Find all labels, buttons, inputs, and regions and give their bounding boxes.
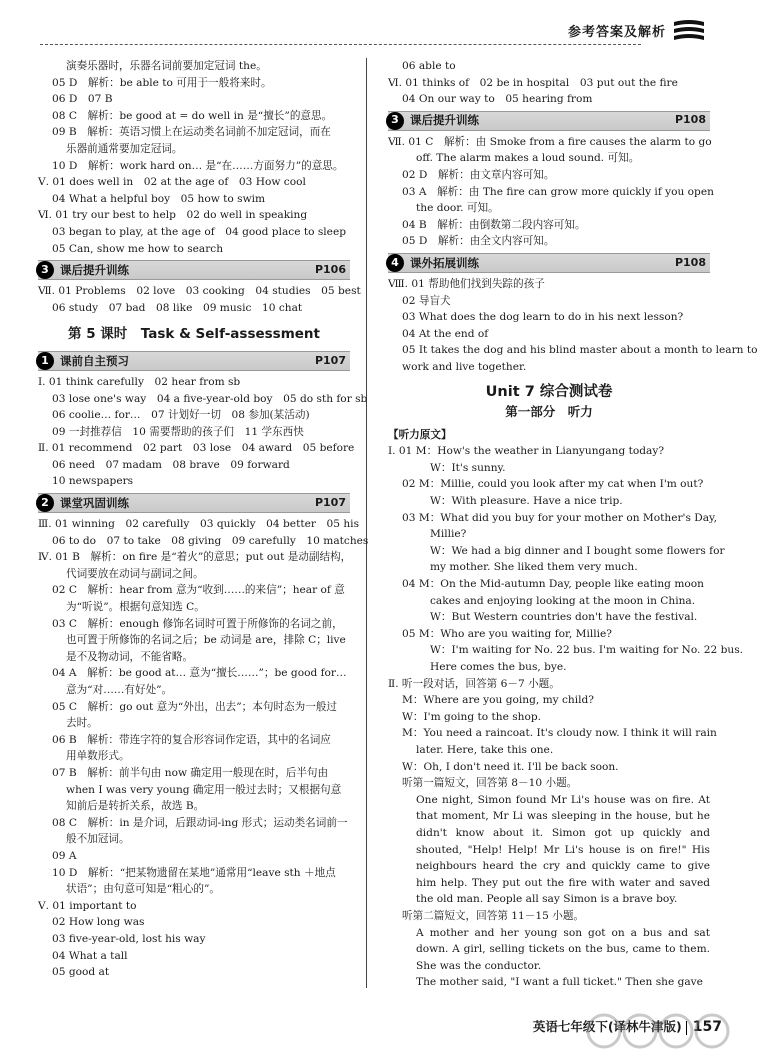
section-page-ref: P106 bbox=[314, 262, 346, 276]
answer-line: Ⅶ. 01 Problems 02 love 03 cooking 04 studies 05 best bbox=[38, 285, 361, 298]
answer-line: 08 C 解析：be good at = do well in 是“擅长”的意思。 bbox=[52, 109, 333, 122]
section-title: 课后提升训练 bbox=[410, 113, 479, 128]
answer-line: 02 导盲犬 bbox=[402, 294, 451, 307]
answer-line: 演奏乐器时，乐器名词前要加定冠词 the。 bbox=[66, 60, 267, 72]
answer-line: 04 What a tall bbox=[52, 949, 128, 962]
answer-line: W：But Western countries don't have the festival. bbox=[430, 611, 698, 624]
section-number-badge: 3 bbox=[36, 261, 54, 279]
answer-line: cakes and enjoying looking at the moon in China. bbox=[430, 594, 696, 607]
answer-line: 是不及物动词，不能省略。 bbox=[66, 650, 194, 663]
footer-subject: 英语七年级下(译林牛津版) bbox=[532, 1019, 682, 1034]
section-page-ref: P107 bbox=[314, 353, 346, 367]
answer-line: One night, Simon found Mr Li's house was on fire. At that moment, Mr Li was sleeping in the house, but he didn't know about it. Simon got up quickly and shouted, "Help! Help! Mr Li's house is on fire!" His neighbours heard the cry and quickly came to give him help. They put out the fire with water and saved the old man. People all say Simon is a brave boy. bbox=[416, 793, 710, 906]
answer-line: 02 C 解析：hear from 意为“收到……的来信”；hear of 意 bbox=[52, 584, 345, 597]
answer-line: 03 lose one's way 04 a five-year-old boy 05 do sth for sb bbox=[52, 392, 368, 405]
answer-line: 听第二篇短文，回答第 11－15 小题。 bbox=[402, 909, 585, 922]
answer-line: 05 It takes the dog and his blind master about a month to learn to bbox=[402, 344, 758, 357]
page-number: 157 bbox=[692, 1019, 722, 1035]
answer-line: 04 B 解析：由倒数第二段内容可知。 bbox=[402, 218, 586, 231]
answer-line: Ⅵ. 01 thinks of 02 be in hospital 03 put out the fire bbox=[388, 76, 678, 89]
section-banner bbox=[38, 351, 350, 371]
answer-line: 状语”；由句意可知是“粗心的”。 bbox=[66, 883, 220, 896]
answer-line: 06 study 07 bad 08 like 09 music 10 chat bbox=[52, 301, 303, 314]
section-banner bbox=[38, 493, 350, 513]
answer-line: 03 began to play, at the age of 04 good place to sleep bbox=[52, 225, 347, 238]
answer-line: 听第一篇短文，回答第 8－10 小题。 bbox=[402, 777, 578, 790]
answer-line: 04 A 解析：be good at… 意为“擅长……”；be good for… bbox=[52, 667, 347, 680]
answer-line: W：It's sunny. bbox=[430, 461, 506, 474]
answer-line: 09 A bbox=[52, 849, 77, 862]
answer-line: Ⅷ. 01 帮助他们找到失踪的孩子 bbox=[388, 277, 545, 290]
answer-line: Ⅰ. 01 think carefully 02 hear from sb bbox=[38, 375, 241, 388]
section-number-badge: 2 bbox=[36, 494, 54, 512]
answer-line: W：Oh, I don't need it. I'll be back soon. bbox=[402, 760, 619, 773]
page-header bbox=[40, 18, 726, 48]
answer-line: 04 What a helpful boy 05 how to swim bbox=[52, 192, 266, 205]
answer-line: M：You need a raincoat. It's cloudy now. I think it will rain bbox=[402, 727, 717, 740]
part-heading: 第一部分 听力 bbox=[505, 404, 593, 420]
answer-line: Ⅵ. 01 try our best to help 02 do well in speaking bbox=[38, 209, 308, 222]
answer-line: 03 C 解析：enough 修饰名词时可置于所修饰的名词之前， bbox=[52, 617, 343, 630]
answer-line: 般不加冠词。 bbox=[66, 833, 130, 846]
watermark-logo-icon bbox=[582, 1009, 732, 1053]
left-column bbox=[38, 58, 369, 981]
answer-line: when I was very young 确定用一般过去时；又根据句意 bbox=[66, 783, 342, 796]
section-title: 课堂巩固训练 bbox=[60, 495, 129, 510]
answer-line: 04 At the end of bbox=[402, 327, 489, 340]
answer-line: 知前后是转折关系，故选 B。 bbox=[66, 800, 205, 813]
answer-line: 乐器前通常要加定冠词。 bbox=[66, 142, 183, 155]
answer-line: 10 D 解析：“把某物遗留在某地”通常用“leave sth ＋地点 bbox=[52, 866, 336, 879]
unit-heading: Unit 7 综合测试卷 bbox=[485, 383, 613, 400]
answer-line: Millie? bbox=[430, 528, 467, 541]
answer-line: later. Here, take this one. bbox=[416, 743, 554, 756]
answer-line: 为“听说”。根据句意知选 C。 bbox=[66, 601, 205, 614]
answer-line: 02 M：Millie, could you look after my cat when I'm out? bbox=[402, 478, 704, 491]
answer-line: 04 On our way to 05 hearing from bbox=[402, 93, 593, 106]
answer-line: 05 D 解析：be able to 可用于一般将来时。 bbox=[52, 76, 272, 89]
answer-line: W：We had a big dinner and I bought some flowers for bbox=[430, 544, 725, 557]
answer-line: Ⅲ. 01 winning 02 carefully 03 quickly 04 better 05 his bbox=[38, 518, 360, 531]
section-banner bbox=[38, 260, 350, 280]
answer-line: 10 newspapers bbox=[52, 475, 134, 488]
section-page-ref: P107 bbox=[314, 495, 346, 509]
answer-line: Here comes the bus, bye. bbox=[430, 661, 567, 673]
section-number-badge: 3 bbox=[386, 112, 404, 130]
column-divider bbox=[366, 58, 367, 988]
answer-line: 06 coolie… for… 07 计划好一切 08 参加(某活动) bbox=[52, 409, 310, 422]
answer-line: 09 一封推荐信 10 需要帮助的孩子们 11 学东西快 bbox=[52, 425, 304, 438]
section-banner bbox=[388, 253, 710, 273]
section-number-badge: 1 bbox=[36, 352, 54, 370]
answer-line: M：Where are you going, my child? bbox=[402, 694, 594, 707]
section-title: 课前自主预习 bbox=[60, 353, 129, 368]
answer-line: 去时。 bbox=[66, 717, 98, 730]
answer-line: Ⅱ. 01 recommend 02 part 03 lose 04 award 05 before bbox=[38, 442, 355, 455]
answer-line: 04 M：On the Mid-autumn Day, people like eating moon bbox=[402, 578, 704, 591]
lesson-heading: 第 5 课时 Task & Self-assessment bbox=[68, 326, 320, 343]
answer-line: 05 C 解析：go out 意为“外出，出去”；本句时态为一般过 bbox=[52, 700, 338, 713]
answer-line: 02 D 解析：由文章内容可知。 bbox=[402, 168, 555, 181]
section-page-ref: P108 bbox=[674, 255, 706, 269]
answer-line: 06 able to bbox=[402, 60, 456, 72]
answer-line: 05 M：Who are you waiting for, Millie? bbox=[402, 627, 612, 640]
answer-line: 02 How long was bbox=[52, 916, 145, 929]
answer-line: 03 five-year-old, lost his way bbox=[52, 932, 206, 945]
answer-line: W：With pleasure. Have a nice trip. bbox=[430, 495, 623, 508]
section-title: 课后提升训练 bbox=[60, 262, 129, 277]
answer-line: 也可置于所修饰的名词之后；be 动词是 are，排除 C；live bbox=[66, 634, 346, 647]
answer-line: 03 M：What did you buy for your mother on Mother's Day, bbox=[402, 511, 717, 524]
answer-line: Ⅳ. 01 B 解析：on fire 是“着火”的意思；put out 是动副结构， bbox=[38, 551, 352, 564]
answer-line: Ⅴ. 01 important to bbox=[38, 899, 137, 912]
answer-line: 意为“对……有好处”。 bbox=[66, 684, 173, 696]
answer-line: 10 D 解析：work hard on… 是“在……方面努力”的意思。 bbox=[52, 159, 344, 172]
section-banner bbox=[388, 111, 710, 131]
answer-line: W：I'm going to the shop. bbox=[402, 710, 542, 723]
answer-line: 【听力原文】 bbox=[388, 428, 452, 441]
answer-line: my mother. She liked them very much. bbox=[430, 561, 638, 574]
answer-line: A mother and her young son got on a bus and sat down. A girl, selling tickets on the bus, came to them. She was the conductor. bbox=[416, 926, 710, 972]
answer-line: 06 D 07 B bbox=[52, 93, 113, 106]
answer-line: Ⅱ. 听一段对话，回答第 6－7 小题。 bbox=[388, 677, 560, 690]
answer-line: 06 B 解析：带连字符的复合形容词作定语，其中的名词应 bbox=[52, 733, 331, 746]
answer-line: 用单数形式。 bbox=[66, 750, 130, 763]
answer-line: 05 Can, show me how to search bbox=[52, 242, 224, 255]
answer-line: W：I'm waiting for No. 22 bus. I'm waiting for No. 22 bus. bbox=[430, 644, 744, 657]
answer-line: 代词要放在动词与副词之间。 bbox=[66, 567, 204, 580]
answer-line: work and live together. bbox=[402, 360, 527, 373]
answer-line: off. The alarm makes a loud sound. 可知。 bbox=[416, 152, 640, 165]
answer-line: Ⅰ. 01 M：How's the weather in Lianyungang today? bbox=[388, 445, 664, 458]
answer-line: 06 need 07 madam 08 brave 09 forward bbox=[52, 458, 290, 471]
answer-line: 03 A 解析：由 The fire can grow more quickly if you open bbox=[402, 185, 714, 198]
header-title: 参考答案及解析 bbox=[567, 25, 666, 40]
answer-line: The mother said, "I want a full ticket." Then she gave bbox=[416, 976, 703, 989]
section-number-badge: 4 bbox=[386, 254, 404, 272]
answer-line: 07 B 解析：前半句由 now 确定用一般现在时，后半句由 bbox=[52, 766, 329, 779]
section-page-ref: P108 bbox=[674, 113, 706, 127]
answer-line: 08 C 解析：in 是介词，后跟动词-ing 形式；运动类名词前一 bbox=[52, 816, 348, 829]
header-rule bbox=[40, 44, 641, 45]
right-column bbox=[388, 58, 758, 991]
answer-line: 05 D 解析：由全文内容可知。 bbox=[402, 235, 555, 248]
book-logo-icon bbox=[672, 18, 706, 44]
answer-line: 03 What does the dog learn to do in his next lesson? bbox=[402, 311, 684, 324]
answer-line: Ⅶ. 01 C 解析：由 Smoke from a fire causes the alarm to go bbox=[388, 135, 712, 148]
answer-line: the door. 可知。 bbox=[416, 202, 499, 215]
section-title: 课外拓展训练 bbox=[410, 255, 479, 270]
answer-line: 09 B 解析：英语习惯上在运动类名词前不加定冠词，而在 bbox=[52, 126, 331, 139]
answer-line: Ⅴ. 01 does well in 02 at the age of 03 How cool bbox=[38, 176, 306, 189]
answer-line: 05 good at bbox=[52, 966, 110, 979]
answer-line: 06 to do 07 to take 08 giving 09 carefully 10 matches bbox=[52, 534, 369, 547]
